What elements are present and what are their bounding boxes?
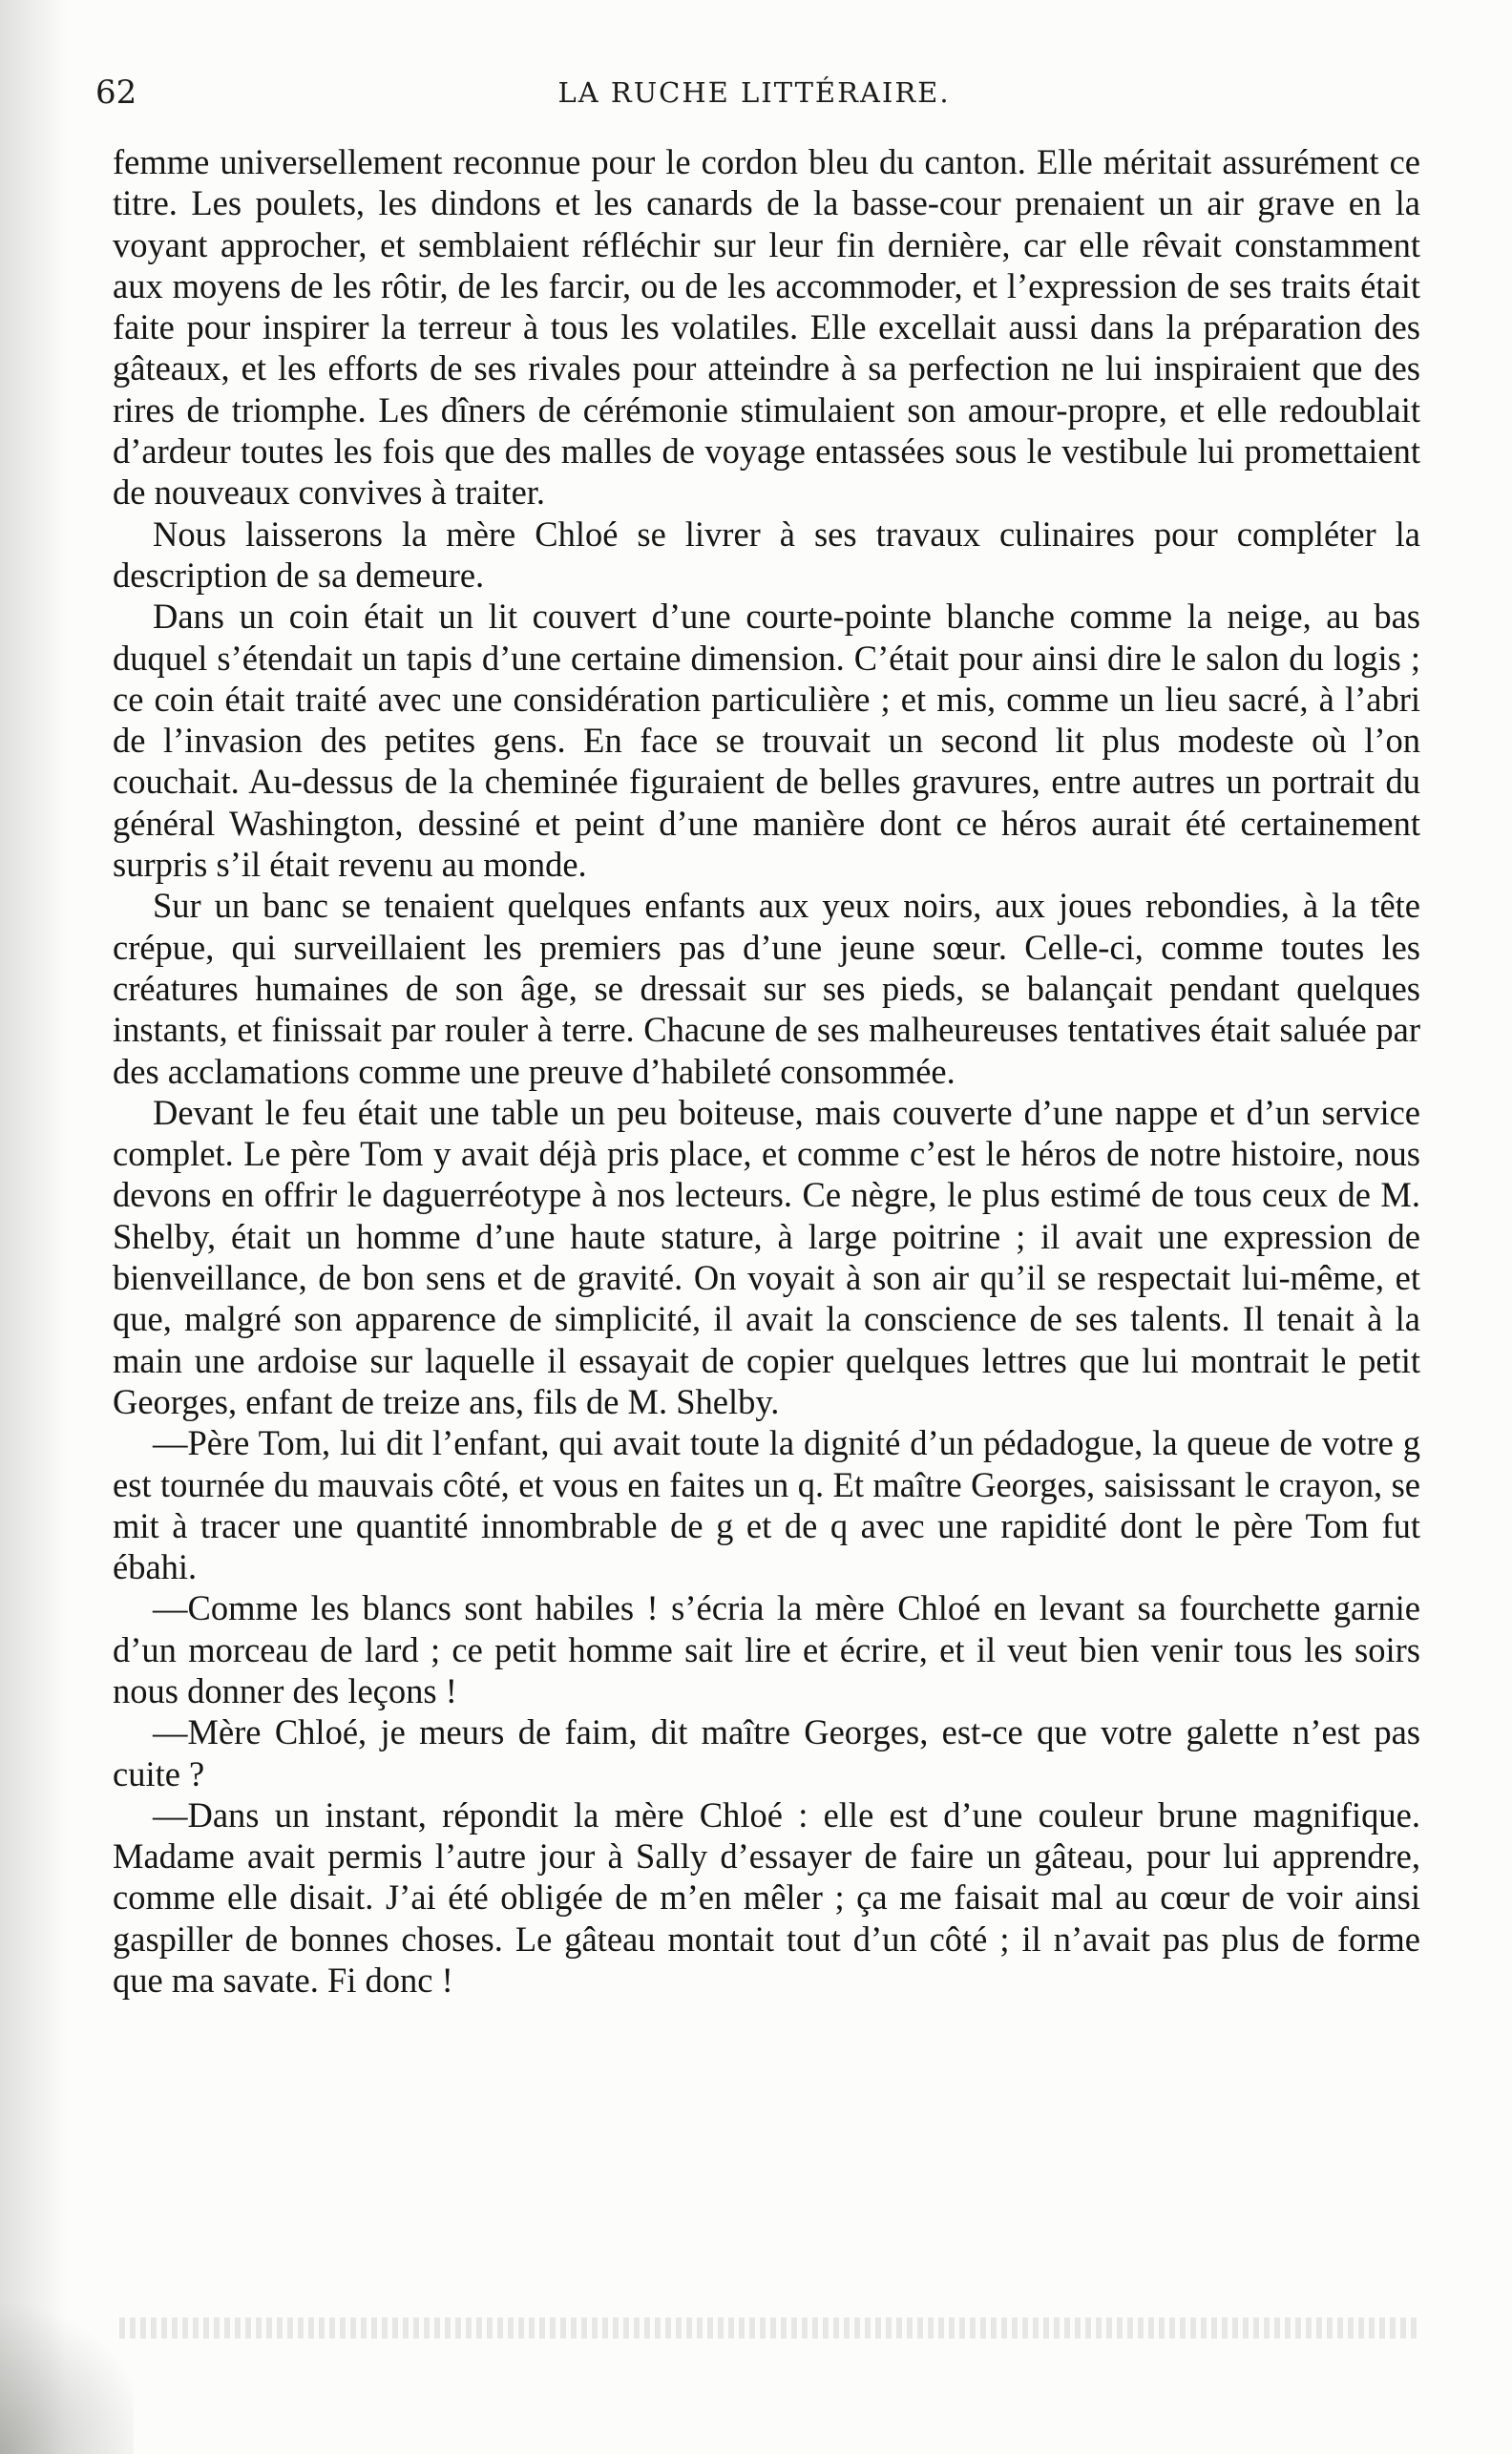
corner-stain — [0, 2282, 134, 2454]
bleed-through-text — [119, 2318, 1418, 2339]
dialogue-paragraph: —Comme les blancs sont habiles ! s’écria la mère Chloé en levant sa fourchette garnie d’un morceau de lard ; ce petit homme sait lire et écrire, et il veut bien venir tous les soirs nous donner des leçons ! — [113, 1588, 1420, 1710]
running-title: LA RUCHE LITTÉRAIRE. — [557, 76, 951, 109]
paragraph: Nous laisserons la mère Chloé se livrer à ses travaux culinaires pour compléter la description de sa demeure. — [113, 514, 1420, 595]
paragraph: Sur un banc se tenaient quelques enfants aux yeux noirs, aux joues rebondies, à la tête crépue, qui surveillaient les premiers pas d’une jeune sœur. Celle-ci, comme toutes les créatures humaines de son âge, se dressait sur ses pieds, se balançait pendant quelques instants, et finissait par rouler à terre. Chacune de ses malheureuses tentatives était saluée par des acclamations comme une preuve d’habileté consommée. — [113, 886, 1420, 1091]
dialogue-paragraph: —Mère Chloé, je meurs de faim, dit maître Georges, est-ce que votre galette n’est pas cuite ? — [113, 1712, 1420, 1793]
paragraph-continued: femme universellement reconnue pour le cordon bleu du canton. Elle méritait assurément ce titre. Les poulets, les dindons et les canards de la basse-cour prenaient un air grave en la voyant approcher, et semblaient réfléchir sur leur fin dernière, car elle rêvait constamment aux moyens de les rôtir, de les farcir, ou de les accommoder, et l’expression de ses traits était faite pour inspirer la terreur à tous les volatiles. Elle excellait aussi dans la préparation des gâteaux, et les efforts de ses rivales pour atteindre à sa perfection ne lui inspiraient que des rires de triomphe. Les dîners de cérémonie stimulaient son amour-propre, et elle redoublait d’ardeur toutes les fois que des malles de voyage entassées sous le vestibule lui promettaient de nouveaux convives à traiter. — [113, 142, 1420, 513]
dialogue-paragraph: —Père Tom, lui dit l’enfant, qui avait toute la dignité d’un pédadogue, la queue de votre g est tournée du mauvais côté, et vous en faites un q. Et maître Georges, saisissant le crayon, se mit à tracer une quantité innombrable de g et de q avec une rapidité dont le père Tom fut ébahi. — [113, 1423, 1420, 1587]
binding-shadow — [0, 0, 67, 2454]
body-text — [113, 141, 1420, 2001]
paragraph: Devant le feu était une table un peu boiteuse, mais couverte d’une nappe et d’un service complet. Le père Tom y avait déjà pris place, et comme c’est le héros de notre histoire, nous devons en offrir le daguerréotype à nos lecteurs. Ce nègre, le plus estimé de tous ceux de M. Shelby, était un homme d’une haute stature, à large poitrine ; il avait une expression de bienveillance, de bon sens et de gravité. On voyait à son air qu’il se respectait lui-même, et que, malgré son apparence de simplicité, il avait la conscience de ses talents. Il tenait à la main une ardoise sur laquelle il essayait de copier quelques lettres que lui montrait le petit Georges, enfant de treize ans, fils de M. Shelby. — [113, 1092, 1420, 1421]
page-header — [95, 69, 1413, 116]
page-number: 62 — [95, 73, 137, 112]
dialogue-paragraph: —Dans un instant, répondit la mère Chloé : elle est d’une couleur brune magnifique. Madame avait permis l’autre jour à Sally d’essayer de faire un gâteau, pour lui apprendre, comme elle disait. J’ai été obligée de m’en mêler ; ça me faisait mal au cœur de voir ainsi gaspiller de bonnes choses. Le gâteau montait tout d’un côté ; il n’avait pas plus de forme que ma savate. Fi donc ! — [113, 1794, 1420, 2001]
paragraph: Dans un coin était un lit couvert d’une courte-pointe blanche comme la neige, au bas duquel s’étendait un tapis d’une certaine dimension. C’était pour ainsi dire le salon du logis ; ce coin était traité avec une considération particulière ; et mis, comme un lieu sacré, à l’abri de l’invasion des petites gens. En face se trouvait un second lit plus modeste où l’on couchait. Au-dessus de la cheminée figuraient de belles gravures, entre autres un portrait du général Washington, dessiné et peint d’une manière dont ce héros aurait été certainement surpris s’il était revenu au monde. — [113, 597, 1420, 885]
